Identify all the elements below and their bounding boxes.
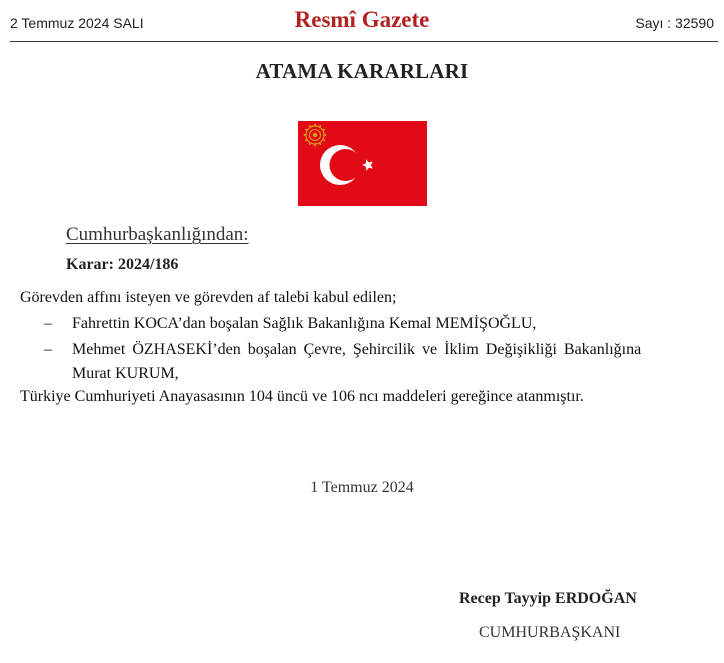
list-dash: – — [44, 315, 52, 332]
list-item: Fahrettin KOCA’dan boşalan Sağlık Bakanlığına Kemal MEMİŞOĞLU, — [72, 315, 537, 332]
gazette-header — [0, 0, 724, 44]
closing-paragraph: Türkiye Cumhuriyeti Anayasasının 104 üncü ve 106 ncı maddeleri gereğince atanmıştır. — [20, 388, 584, 405]
list-item-continuation: Murat KURUM, — [72, 365, 179, 382]
intro-paragraph: Görevden affını isteyen ve görevden af talebi kabul edilen; — [20, 289, 397, 306]
signer-title: CUMHURBAŞKANI — [479, 624, 621, 641]
document-title: ATAMA KARARLARI — [255, 59, 469, 83]
decision-number: Karar: 2024/186 — [66, 256, 179, 273]
signer-name: Recep Tayyip ERDOĞAN — [459, 590, 637, 607]
list-dash: – — [44, 341, 52, 358]
turkish-flag-icon — [298, 121, 427, 206]
decision-date: 1 Temmuz 2024 — [310, 479, 414, 496]
issue-number: Sayı : 32590 — [635, 15, 714, 31]
list-item: Mehmet ÖZHASEKİ’den boşalan Çevre, Şehircilik ve İklim Değişikliği Bakanlığına — [72, 341, 642, 358]
issuing-authority: Cumhurbaşkanlığından: — [66, 224, 249, 245]
gazette-title: Resmî Gazete — [294, 7, 430, 32]
header-date: 2 Temmuz 2024 SALI — [10, 15, 144, 31]
header-divider — [10, 41, 718, 42]
